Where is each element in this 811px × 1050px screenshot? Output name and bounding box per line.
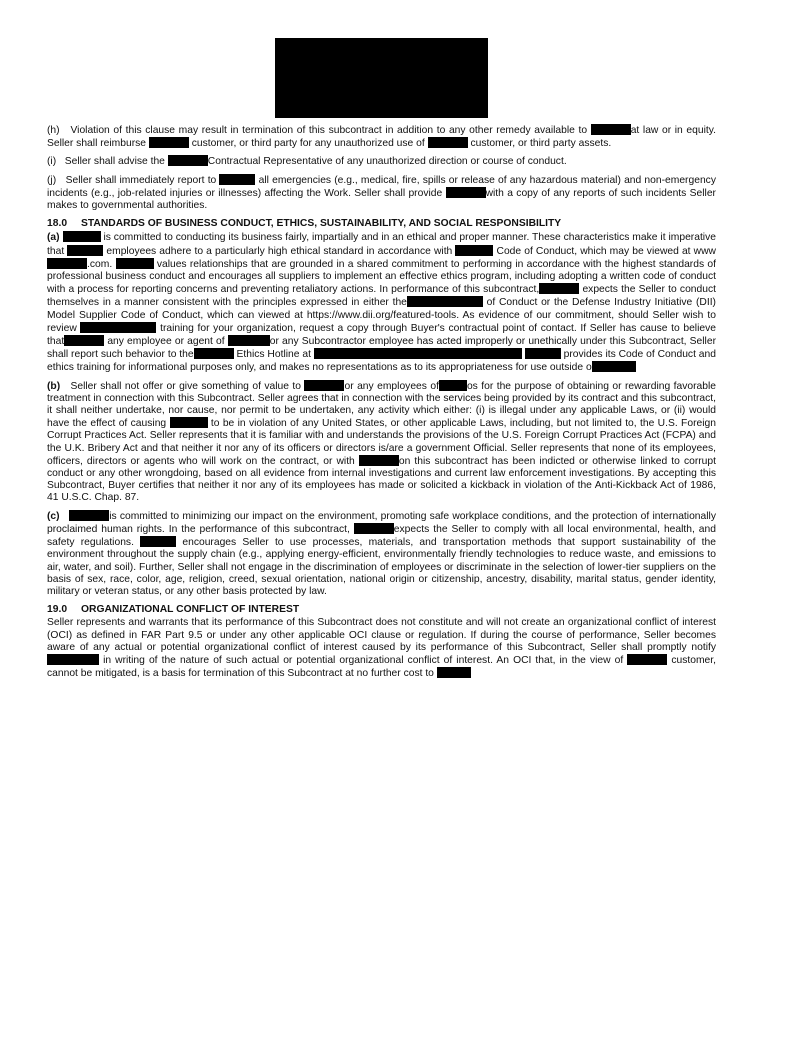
clause-h: (h) Violation of this clause may result in termination of this subcontract in addition to any other remedy available to at law or in equity. Seller shall reimburse customer, or third party for any unauthorized use of customer, or third party assets. — [47, 125, 716, 150]
redaction — [354, 523, 394, 534]
redaction — [170, 417, 208, 428]
redaction — [149, 137, 189, 148]
redaction — [168, 155, 208, 166]
redaction — [304, 380, 344, 391]
section-18-heading: 18.0 STANDARDS OF BUSINESS CONDUCT, ETHICS, SUSTAINABILITY, AND SOCIAL RESPONSIBILITY — [47, 218, 562, 230]
redaction — [64, 335, 104, 346]
redaction — [69, 510, 109, 521]
redaction — [592, 361, 636, 372]
redaction — [67, 245, 103, 256]
document-page — [47, 38, 716, 685]
redaction — [446, 187, 486, 198]
redaction — [627, 654, 667, 665]
redaction — [47, 258, 87, 269]
header-redaction — [275, 38, 488, 118]
redaction — [314, 348, 522, 359]
redaction — [228, 335, 270, 346]
redaction — [116, 258, 154, 269]
redaction — [359, 455, 399, 466]
redaction — [437, 667, 471, 678]
section-19-body: Seller represents and warrants that its performance of this Subcontract does not constitute and will not create an organizational conflict of interest (OCI) as defined in FAR Part 9.5 or under any other applicable OCI clause or regulation. If during the course of performance, Seller becomes aware of any actual or potential organizational conflict of interest caused by its performance of this Subcontract, Seller shall promptly notify in writing of the nature of such actual or potential organizational conflict of interest. An OCI that, in the view of customer, cannot be mitigated, is a basis for termination of this Subcontract at no further cost to — [47, 617, 716, 680]
redaction — [80, 322, 156, 333]
redaction — [455, 245, 493, 256]
clause-i: (i) Seller shall advise the Contractual Representative of any unauthorized direction or course of conduct. — [47, 156, 567, 168]
redaction — [407, 296, 483, 307]
section-18-b: (b) Seller shall not offer or give something of value to or any employees of os for the purpose of obtaining or rewarding favorable treatment in connection with this Subcontract. Seller agrees that in connection with the services being provided by its contract and this subcontract, it shall neither undertake, nor cause, nor permit to be undertaken, any activity which either: (i) is illegal under any applicable Laws, or (ii) would have the effect of causing to be in violation of any United States, or other applicable Laws, including, but not limited to, the U.S. Foreign Corrupt Practices Act. Seller represents that it is familiar with and understands the provisions of the U.S. Foreign Corrupt Practices Act (FCPA) and the U.K. Bribery Act and that neither it nor any of its officers or directors is/are a government Official. Seller represents that none of its employees, officers, directors or agents who will work on the contract, or with on this subcontract has been indicted or otherwise linked to corrupt conduct or any other wrongdoing, based on all evidence from internal investigations and current law enforcement investigations. By accepting this Subcontract, Buyer certifies that neither it nor any of its employees has made or solicited a kickback in violation of the Anti-Kickback Act of 1986, 41 U.S.C. Chap. 87. — [47, 380, 716, 504]
redaction — [591, 124, 631, 135]
redaction — [525, 348, 561, 359]
redaction — [194, 348, 234, 359]
redaction — [140, 536, 176, 547]
redaction — [428, 137, 468, 148]
redaction — [539, 283, 579, 294]
redaction — [439, 380, 467, 391]
section-19-heading: 19.0 ORGANIZATIONAL CONFLICT OF INTEREST — [47, 604, 300, 616]
section-18-c: (c) is committed to minimizing our impact on the environment, promoting safe workplace conditions, and the protection of internationally proclaimed human rights. In the performance of this subcontract, expects the Seller to comply with all local environmental, health, and safety regulations. encourages Seller to use processes, materials, and transportation methods that support sustainability of the environment throughout the supply chain (e.g., applying energy-efficient, environmentally friendly technologies to reduce waste, and emissions to air, water, and soil). Further, Seller shall not engage in the discrimination of employees or discriminate in the selection of lower-tier suppliers on the basis of sex, race, color, age, religion, creed, sexual orientation, national origin or citizenship, ancestry, disability, marital status, gender identity, military or veteran status, or any other basis protected by law. — [47, 510, 716, 597]
clause-j: (j) Seller shall immediately report to all emergencies (e.g., medical, fire, spills or release of any hazardous material) and non-emergency incidents (e.g., job-related injuries or illnesses) affecting the Work. Seller shall provide with a copy of any reports of such incidents Seller makes to governmental authorities. — [47, 174, 716, 212]
redaction — [63, 231, 101, 242]
redaction — [219, 174, 255, 185]
section-18-a: (a) is committed to conducting its business fairly, impartially and in an ethical and proper manner. These characteristics make it imperative that employees adhere to a particularly high ethical standard in accordance with Code of Conduct, which may be viewed at www.com. values relationships that are grounded in a shared commitment to performing in accordance with the highest standards of professional business conduct and encourages all suppliers to implement an effective ethics program, including adopting a written code of conduct with a process for reporting concerns and preventing retaliatory actions. In performance of this subcontract, expects the Seller to conduct themselves in a manner consistent with the principles expressed in either the of Conduct or the Defense Industry Initiative (DII) Model Supplier Code of Conduct, which can viewed at https://www.dii.org/featured-tools. As evidence of our commitment, should Seller wish to review training for your organization, request a copy through Buyer's contractual point of contact. If Seller has cause to believe that any employee or agent of or any Subcontractor employee has acted improperly or unethically under this Subcontract, Seller shall report such behavior to the Ethics Hotline at provides its Code of Conduct and ethics training for informational purposes only, and makes no representations as to its appropriateness for use outside o — [47, 232, 717, 374]
redaction — [47, 654, 99, 665]
